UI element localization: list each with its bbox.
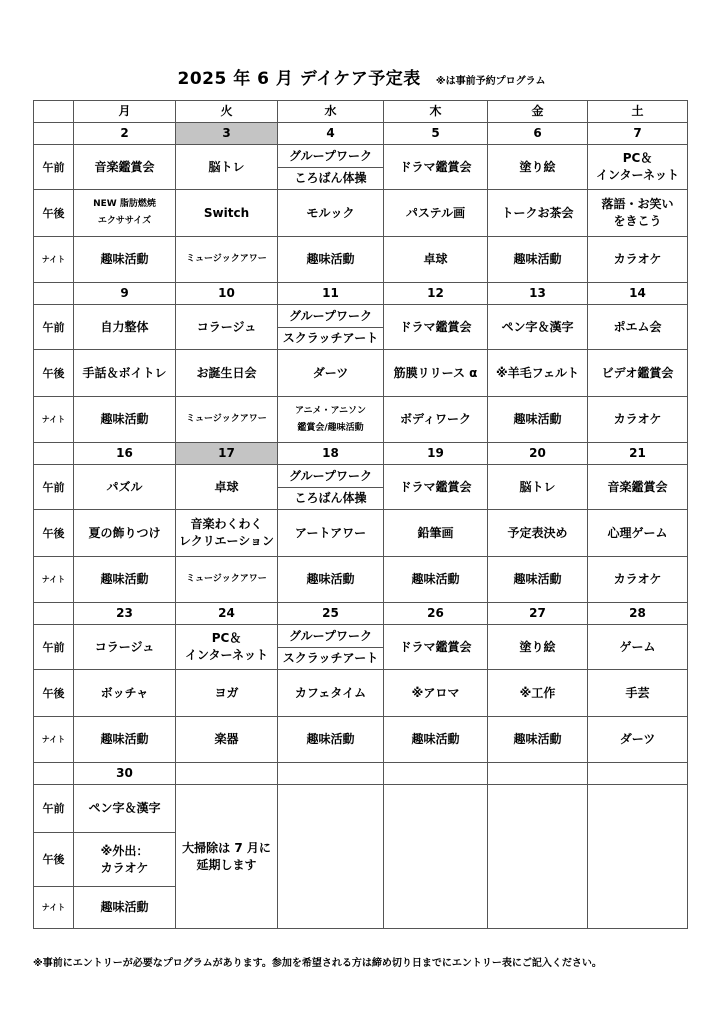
program-cell	[384, 625, 488, 670]
program-line: ゲーム	[619, 639, 656, 654]
slot-row-pm	[34, 670, 688, 717]
program-line: ミュージックアワー	[186, 414, 267, 424]
program-line: 趣味活動	[513, 252, 562, 266]
program-line: ヨガ	[214, 685, 239, 700]
slot-row-am	[34, 625, 688, 670]
slot-row-am	[34, 305, 688, 350]
slot-label: ナイト	[34, 237, 74, 283]
program-cell	[384, 670, 488, 717]
program-line: ボディワーク	[399, 412, 472, 426]
program-line: 脳トレ	[208, 159, 245, 174]
program-cell	[176, 465, 278, 510]
program-cell	[588, 305, 688, 350]
program-cell	[588, 237, 688, 283]
program-cell	[74, 625, 176, 670]
weekday-header: 土	[588, 101, 688, 123]
empty-cell	[176, 763, 278, 785]
slot-label: 午前	[34, 305, 74, 350]
program-bottom: ころばん体操	[294, 491, 367, 505]
date-cell: 16	[74, 443, 176, 465]
program-line: 趣味活動	[411, 572, 460, 586]
program-cell	[74, 670, 176, 717]
date-cell: 3	[176, 123, 278, 145]
program-line: ドラマ鑑賞会	[399, 159, 472, 174]
date-label-cell	[34, 283, 74, 305]
program-cell	[488, 145, 588, 190]
program-line: 夏の飾りつけ	[88, 525, 161, 540]
empty-cell	[384, 763, 488, 785]
date-row	[34, 123, 688, 145]
program-cell	[74, 237, 176, 283]
program-cell	[588, 557, 688, 603]
program-line: お誕生日会	[196, 365, 257, 380]
program-cell	[278, 350, 384, 397]
program-line: ドラマ鑑賞会	[399, 639, 472, 654]
program-cell	[74, 397, 176, 443]
program-line: 趣味活動	[100, 412, 149, 426]
program-cell	[74, 833, 176, 887]
program-line: 趣味活動	[513, 412, 562, 426]
date-cell: 6	[488, 123, 588, 145]
date-row	[34, 603, 688, 625]
date-cell: 13	[488, 283, 588, 305]
program-line: モルック	[306, 205, 355, 220]
date-row	[34, 283, 688, 305]
program-line: PC＆	[622, 151, 653, 165]
program-line: ダーツ	[619, 732, 656, 746]
program-cell	[278, 717, 384, 763]
slot-row-pm	[34, 190, 688, 237]
empty-cell	[278, 785, 384, 929]
program-cell	[278, 397, 384, 443]
slot-label: 午前	[34, 145, 74, 190]
slot-label: ナイト	[34, 557, 74, 603]
program-cell	[384, 557, 488, 603]
program-line: 趣味活動	[306, 252, 355, 266]
program-line: ボッチャ	[100, 685, 149, 700]
program-cell	[74, 145, 176, 190]
program-line: ミュージックアワー	[186, 254, 267, 264]
program-cell	[488, 305, 588, 350]
program-cell	[384, 397, 488, 443]
slot-row-night	[34, 397, 688, 443]
program-line: 卓球	[214, 479, 239, 494]
schedule-table	[33, 100, 688, 929]
empty-cell	[384, 785, 488, 929]
slot-label: ナイト	[34, 717, 74, 763]
empty-cell	[488, 785, 588, 929]
program-cell	[74, 350, 176, 397]
program-cell	[588, 397, 688, 443]
program-line-2: 鑑賞会/趣味活動	[297, 422, 364, 433]
program-cell	[588, 190, 688, 237]
date-row	[34, 443, 688, 465]
program-cell	[176, 305, 278, 350]
weekday-row	[34, 101, 688, 123]
corner-cell	[34, 101, 74, 123]
program-line: 塗り絵	[519, 159, 556, 174]
program-cell	[384, 190, 488, 237]
program-cell	[488, 625, 588, 670]
slot-row-night	[34, 557, 688, 603]
program-line: 楽器	[214, 732, 239, 746]
program-line: ※外出：	[100, 843, 149, 858]
program-line: 鉛筆画	[417, 525, 454, 540]
program-cell	[488, 397, 588, 443]
slot-row-am	[34, 145, 688, 190]
cleaning-notice-cell	[176, 785, 278, 929]
date-cell: 19	[384, 443, 488, 465]
program-line: カラオケ	[613, 412, 662, 426]
program-cell	[74, 305, 176, 350]
program-cell	[488, 510, 588, 557]
program-cell	[488, 717, 588, 763]
program-cell	[176, 625, 278, 670]
program-cell	[384, 717, 488, 763]
program-line-2: インターネット	[596, 168, 679, 182]
slot-row-am	[34, 785, 688, 833]
program-line: カラオケ	[613, 252, 662, 266]
date-cell: 4	[278, 123, 384, 145]
program-cell	[176, 190, 278, 237]
program-cell	[488, 237, 588, 283]
program-line: コラージュ	[94, 639, 155, 654]
program-line: トークお茶会	[501, 205, 574, 220]
footer-note: ※事前にエントリーが必要なプログラムがあります。参加を希望される方は締め切り日までにエントリー表にご記入ください。	[33, 958, 602, 969]
program-top: グループワーク	[278, 305, 383, 328]
date-cell: 10	[176, 283, 278, 305]
empty-cell	[278, 763, 384, 785]
program-cell	[176, 670, 278, 717]
program-cell	[176, 237, 278, 283]
program-line: アートアワー	[294, 525, 367, 540]
program-cell	[488, 670, 588, 717]
date-cell: 30	[74, 763, 176, 785]
program-line: ダーツ	[312, 365, 349, 380]
program-cell	[588, 145, 688, 190]
slot-label: 午後	[34, 833, 74, 887]
program-line: Switch	[203, 205, 250, 220]
program-line: NEW 脂肪燃焼	[93, 199, 156, 209]
program-line: 落語・お笑い	[601, 197, 674, 211]
weekday-header: 水	[278, 101, 384, 123]
program-bottom: スクラッチアート	[282, 331, 379, 345]
program-cell	[176, 717, 278, 763]
program-cell	[74, 557, 176, 603]
program-cell	[588, 465, 688, 510]
weekday-header: 木	[384, 101, 488, 123]
program-cell-split	[278, 625, 384, 670]
program-cell	[278, 510, 384, 557]
program-cell	[588, 670, 688, 717]
program-line: 心理ゲーム	[607, 525, 668, 540]
program-cell	[588, 625, 688, 670]
program-cell	[384, 145, 488, 190]
program-cell-split	[278, 465, 384, 510]
program-cell	[176, 510, 278, 557]
date-label-cell	[34, 443, 74, 465]
program-line: コラージュ	[196, 319, 257, 334]
cleaning-notice-line-2: 延期します	[196, 857, 257, 872]
program-line: 脳トレ	[519, 479, 556, 494]
slot-label: 午後	[34, 350, 74, 397]
program-line-2: レクリエーション	[178, 534, 275, 548]
slot-row-pm	[34, 350, 688, 397]
reservation-note: ※は事前予約プログラム	[435, 76, 546, 87]
date-cell: 2	[74, 123, 176, 145]
slot-label: 午後	[34, 510, 74, 557]
date-label-cell	[34, 763, 74, 785]
slot-label: 午後	[34, 190, 74, 237]
program-line: 趣味活動	[306, 732, 355, 746]
program-line: 趣味活動	[513, 572, 562, 586]
program-cell	[278, 237, 384, 283]
program-line: 音楽わくわく	[190, 517, 263, 531]
slot-label: 午前	[34, 785, 74, 833]
program-line: ビデオ鑑賞会	[601, 365, 674, 380]
program-line: 趣味活動	[100, 572, 149, 586]
program-line: 趣味活動	[513, 732, 562, 746]
program-line: パステル画	[405, 205, 466, 220]
date-cell: 17	[176, 443, 278, 465]
program-line-2: インターネット	[185, 648, 268, 662]
program-line: カフェタイム	[294, 685, 367, 700]
date-cell: 23	[74, 603, 176, 625]
empty-cell	[588, 785, 688, 929]
date-cell: 12	[384, 283, 488, 305]
program-cell	[74, 510, 176, 557]
program-line: パズル	[106, 479, 143, 494]
schedule-title-bar	[0, 64, 723, 89]
slot-label: 午後	[34, 670, 74, 717]
date-cell: 27	[488, 603, 588, 625]
page-title: 2025 年 6 月 デイケア予定表	[177, 69, 421, 89]
weekday-header: 月	[74, 101, 176, 123]
date-cell: 21	[588, 443, 688, 465]
slot-row-pm	[34, 510, 688, 557]
date-row	[34, 763, 688, 785]
program-line-2: カラオケ	[100, 860, 149, 875]
program-line: 自力整体	[100, 319, 149, 334]
program-line: 手話＆ボイトレ	[82, 365, 167, 380]
empty-cell	[588, 763, 688, 785]
date-cell: 7	[588, 123, 688, 145]
program-cell	[384, 305, 488, 350]
program-top: グループワーク	[278, 145, 383, 168]
program-bottom: スクラッチアート	[282, 651, 379, 665]
program-cell	[488, 557, 588, 603]
program-cell: ペン字＆漢字	[74, 785, 176, 833]
program-line: 塗り絵	[519, 639, 556, 654]
program-cell	[176, 397, 278, 443]
program-line-2: をきこう	[613, 214, 662, 228]
program-cell	[384, 510, 488, 557]
program-line: ミュージックアワー	[186, 574, 267, 584]
program-cell	[384, 350, 488, 397]
program-line: 音楽鑑賞会	[94, 159, 155, 174]
program-cell	[488, 190, 588, 237]
slot-row-night	[34, 237, 688, 283]
program-cell	[74, 190, 176, 237]
program-line: アニメ・アニソン	[294, 405, 367, 416]
program-line: 趣味活動	[411, 732, 460, 746]
date-cell: 14	[588, 283, 688, 305]
program-cell	[176, 557, 278, 603]
date-cell: 26	[384, 603, 488, 625]
program-cell-split	[278, 305, 384, 350]
program-cell: 趣味活動	[74, 887, 176, 929]
date-cell: 9	[74, 283, 176, 305]
program-cell	[278, 670, 384, 717]
weekday-header: 火	[176, 101, 278, 123]
program-line: ※工作	[519, 685, 556, 700]
slot-label: 午前	[34, 465, 74, 510]
program-cell-split	[278, 145, 384, 190]
program-cell	[278, 557, 384, 603]
program-top: グループワーク	[278, 465, 383, 488]
program-line: 音楽鑑賞会	[607, 479, 668, 494]
program-line: 趣味活動	[100, 252, 149, 266]
date-cell: 5	[384, 123, 488, 145]
slot-row-night	[34, 717, 688, 763]
date-cell: 28	[588, 603, 688, 625]
program-cell	[74, 465, 176, 510]
program-line: 趣味活動	[306, 572, 355, 586]
program-line: 手芸	[625, 685, 650, 700]
cleaning-notice-line: 大掃除は 7 月に	[182, 840, 271, 855]
program-line: 筋膜リリース α	[393, 365, 478, 380]
date-label-cell	[34, 603, 74, 625]
program-cell	[384, 465, 488, 510]
date-cell: 24	[176, 603, 278, 625]
program-cell	[488, 350, 588, 397]
program-line: ドラマ鑑賞会	[399, 319, 472, 334]
program-line: ポエム会	[613, 319, 662, 334]
program-line: ※羊毛フェルト	[495, 365, 580, 380]
date-cell: 18	[278, 443, 384, 465]
program-line-2: エクササイズ	[97, 216, 152, 226]
slot-label: ナイト	[34, 397, 74, 443]
program-cell	[588, 717, 688, 763]
program-cell	[278, 190, 384, 237]
empty-cell	[488, 763, 588, 785]
program-cell	[588, 510, 688, 557]
slot-label: ナイト	[34, 887, 74, 929]
date-cell: 11	[278, 283, 384, 305]
program-line: ※アロマ	[411, 685, 460, 700]
program-line: ペン字＆漢字	[501, 319, 574, 334]
program-line: PC＆	[211, 631, 242, 645]
slot-row-am	[34, 465, 688, 510]
date-label-cell	[34, 123, 74, 145]
program-bottom: ころばん体操	[294, 171, 367, 185]
date-cell: 20	[488, 443, 588, 465]
program-cell	[176, 350, 278, 397]
program-cell	[74, 717, 176, 763]
program-line: 趣味活動	[100, 732, 149, 746]
program-top: グループワーク	[278, 625, 383, 648]
program-line: カラオケ	[613, 572, 662, 586]
program-cell	[384, 237, 488, 283]
date-cell: 25	[278, 603, 384, 625]
program-line: 予定表決め	[507, 525, 568, 540]
program-line: ドラマ鑑賞会	[399, 479, 472, 494]
slot-label: 午前	[34, 625, 74, 670]
program-cell	[588, 350, 688, 397]
program-line: 卓球	[423, 252, 448, 266]
program-cell	[176, 145, 278, 190]
program-cell	[488, 465, 588, 510]
weekday-header: 金	[488, 101, 588, 123]
